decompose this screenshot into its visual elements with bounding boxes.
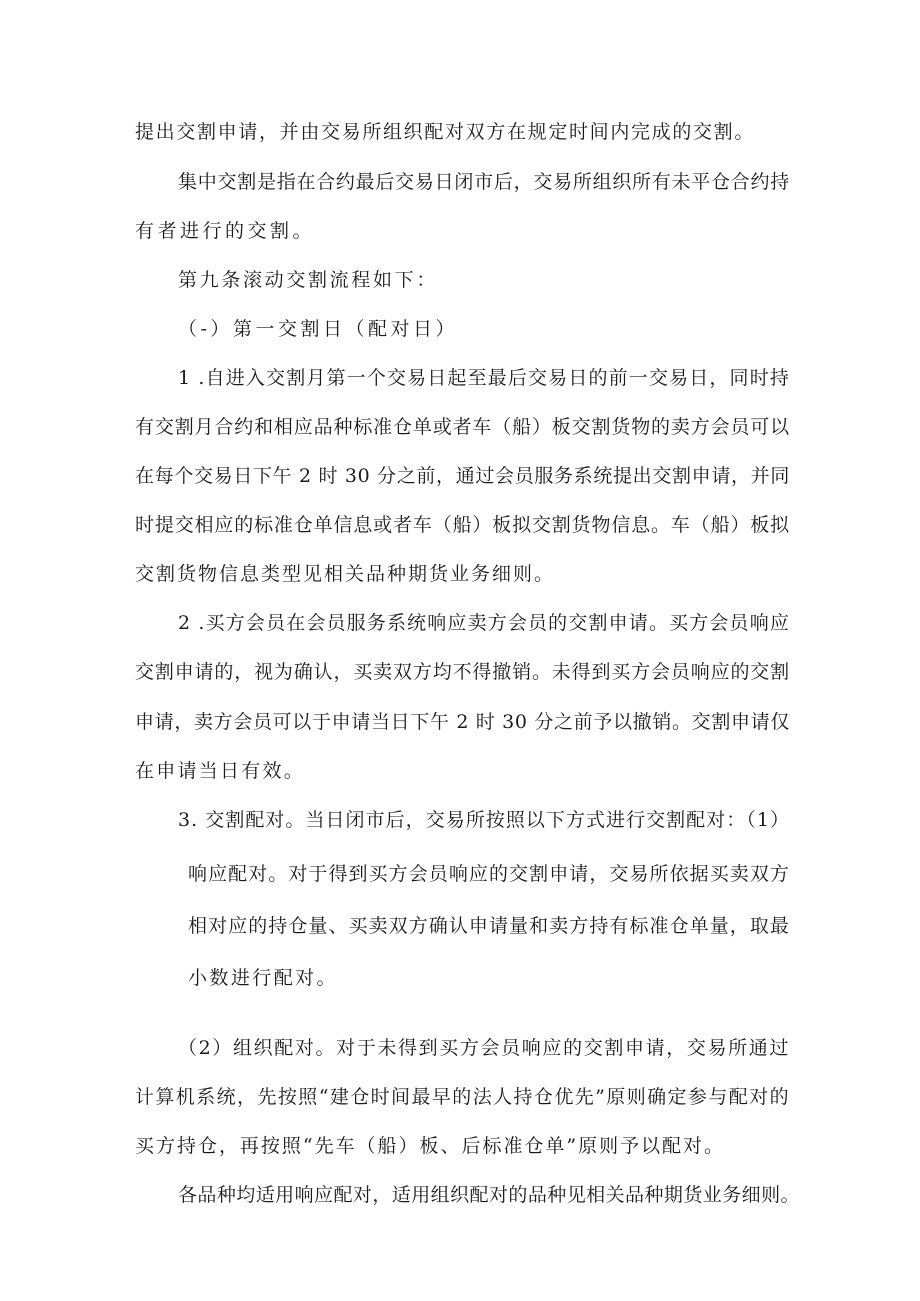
text-line-21: 买方持仓，再按照“先车（船）板、后标准仓单”原则予以配对。 [135, 1135, 725, 1157]
text-line-14: 在申请当日有效。 [135, 760, 305, 782]
text-line-7: 有交割月合约和相应品种标准仓单或者车（船）板交割货物的卖方会员可以 [135, 416, 790, 438]
text-line-6: 1 .自进入交割月第一个交易日起至最后交易日的前一交易日，同时持 [178, 367, 790, 389]
text-line-13: 申请，卖方会员可以于申请当日下午 2 时 30 分之前予以撤销。交割申请仅 [135, 711, 790, 733]
text-line-1: 提出交割申请，并由交易所组织配对双方在规定时间内完成的交割。 [135, 121, 755, 143]
text-line-5: （-）第一交割日（配对日） [178, 318, 458, 340]
text-line-4: 第九条滚动交割流程如下： [178, 269, 438, 291]
text-line-12: 交割申请的，视为确认，买卖双方均不得撤销。未得到买方会员响应的交割 [135, 661, 790, 683]
text-line-15: 3. 交割配对。当日闭市后，交易所按照以下方式进行交割配对：（1） [178, 809, 790, 831]
text-line-10: 交割货物信息类型见相关品种期货业务细则。 [135, 563, 555, 585]
text-line-18: 小数进行配对。 [188, 967, 338, 989]
text-line-3: 有者进行的交割。 [135, 220, 315, 242]
text-line-19: （2）组织配对。对于未得到买方会员响应的交割申请，交易所通过 [178, 1037, 790, 1059]
text-line-11: 2 .买方会员在会员服务系统响应卖方会员的交割申请。买方会员响应 [178, 612, 790, 634]
text-line-17: 相对应的持仓量、买卖双方确认申请量和卖方持有标准仓单量，取最 [188, 915, 790, 937]
text-line-20: 计算机系统，先按照“建仓时间最早的法人持仓优先”原则确定参与配对的 [135, 1086, 790, 1108]
text-line-16: 响应配对。对于得到买方会员响应的交割申请，交易所依据买卖双方 [188, 863, 790, 885]
text-line-22: 各品种均适用响应配对，适用组织配对的品种见相关品种期货业务细则。 [178, 1184, 800, 1206]
text-line-8: 在每个交易日下午 2 时 30 分之前，通过会员服务系统提出交割申请，并同 [135, 465, 790, 487]
text-line-2: 集中交割是指在合约最后交易日闭市后，交易所组织所有未平仓合约持 [178, 171, 790, 193]
text-line-9: 时提交相应的标准仓单信息或者车（船）板拟交割货物信息。车（船）板拟 [135, 514, 790, 536]
